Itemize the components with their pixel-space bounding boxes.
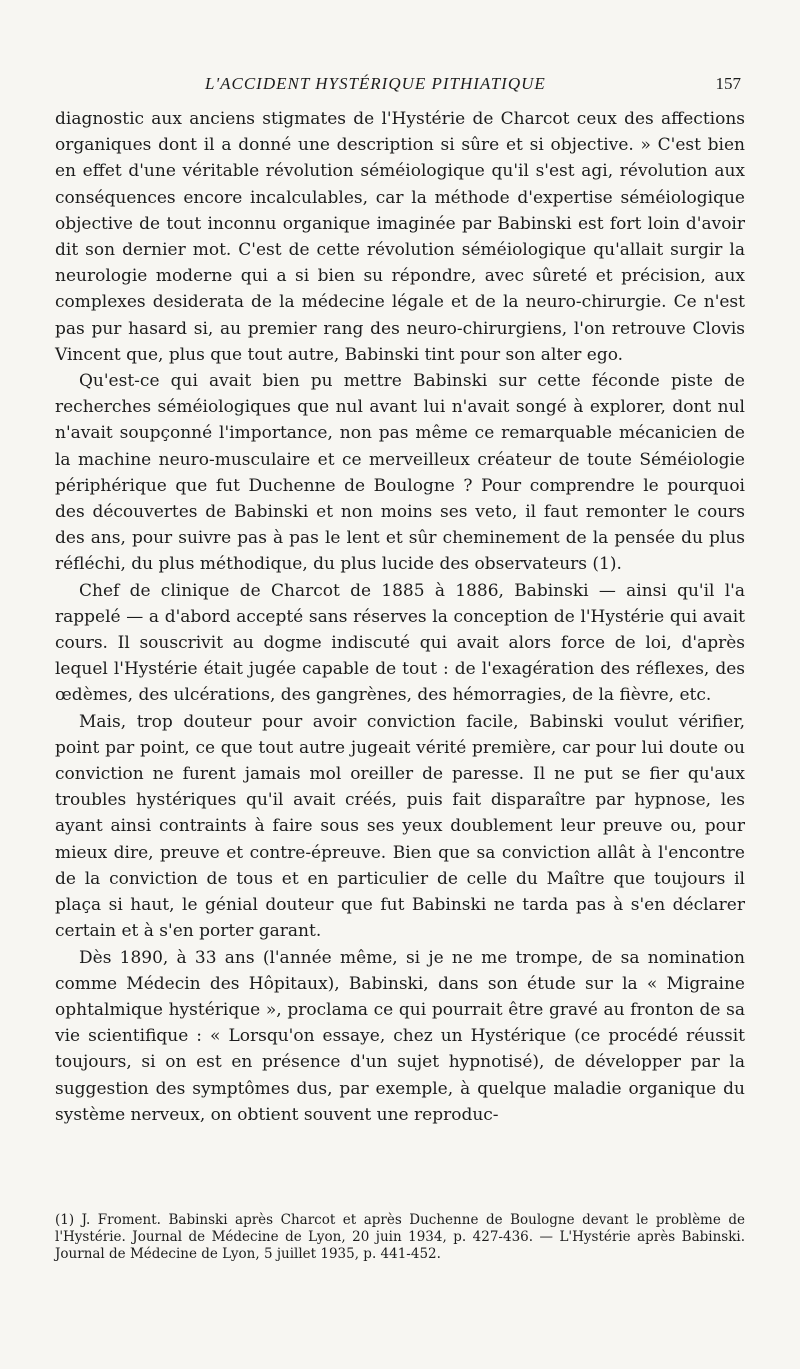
paragraph-1: diagnostic aux anciens stigmates de l'Hystérie de Charcot ceux des affections organiques dont il a donné une description si sûre et si objective. » C'est bien en effet d'une véritable révolution séméiologique qu'il s'est agi, révolution aux conséquences encore incalculables, car la méthode d'expertise séméiologique objective de tout inconnu organique imaginée par Babinski est fort loin d'avoir dit son dernier mot. C'est de cette révolution séméiologique qu'allait surgir la neurologie moderne qui a si bien su répondre, avec sûreté et précision, aux complexes desiderata de la médecine légale et de la neuro-chirurgie. Ce n'est pas pur hasard si, au premier rang des neuro-chirurgiens, l'on retrouve Clovis Vincent que, plus que tout autre, Babinski tint pour son alter ego. <box>55 109 745 365</box>
paragraph-2: Qu'est-ce qui avait bien pu mettre Babinski sur cette féconde piste de recherches séméiologiques que nul avant lui n'avait songé à explorer, dont nul n'avait soupçonné l'importance, non pas même ce remarquable mécanicien de la machine neuro-musculaire et ce merveilleux créateur de toute Séméiologie périphérique que fut Duchenne de Boulogne ? Pour comprendre le pourquoi des découvertes de Babinski et non moins ses veto, il faut remonter le cours des ans, pour suivre pas à pas le lent et sûr cheminement de la pensée du plus réfléchi, du plus méthodique, du plus lucide des observateurs (1). <box>55 371 745 575</box>
footnotes <box>55 1212 745 1263</box>
paragraph-3: Chef de clinique de Charcot de 1885 à 1886, Babinski — ainsi qu'il l'a rappelé — a d'abord accepté sans réserves la conception de l'Hystérie qui avait cours. Il souscrivit au dogme indiscuté qui avait alors force de loi, d'après lequel l'Hystérie était jugée capable de tout : de l'exagération des réflexes, des œdèmes, des ulcérations, des gangrènes, des hémorragies, de la fièvre, etc. <box>55 580 745 706</box>
paragraph-5: Dès 1890, à 33 ans (l'année même, si je ne me trompe, de sa nomination comme Médecin des Hôpitaux), Babinski, dans son étude sur la « Migraine ophtalmique hystérique », proclama ce qui pourrait être gravé au fronton de sa vie scientifique : « Lorsqu'on essaye, chez un Hystérique (ce procédé réussit toujours, si on est en présence d'un sujet hypnotisé), de développer par la suggestion des symptômes dus, par exemple, à quelque maladie organique du système nerveux, on obtient souvent une reproduc- <box>55 947 745 1125</box>
page-number: 157 <box>715 74 741 93</box>
running-head-title: L'ACCIDENT HYSTÉRIQUE PITHIATIQUE <box>205 74 546 93</box>
footnote-1: (1) J. Froment. Babinski après Charcot et après Duchenne de Boulogne devant le problème de l'Hystérie. Journal de Médecine de Lyon, 20 juin 1934, p. 427-436. — L'Hystérie après Babinski. Journal de Médecine de Lyon, 5 juillet 1935, p. 441-452. <box>55 1212 745 1262</box>
body-text <box>55 106 745 1128</box>
paragraph-4: Mais, trop douteur pour avoir conviction facile, Babinski voulut vérifier, point par point, ce que tout autre jugeait vérité première, car pour lui doute ou conviction ne furent jamais mol oreiller de paresse. Il ne put se fier qu'aux troubles hystériques qu'il avait créés, puis fait disparaître par hypnose, les ayant ainsi contraints à faire sous ses yeux doublement leur preuve ou, pour mieux dire, preuve et contre-épreuve. Bien que sa conviction allât à l'encontre de la conviction de tous et en particulier de celle du Maître que toujours il plaça si haut, le génial douteur que fut Babinski ne tarda pas à s'en déclarer certain et à s'en porter garant. <box>55 711 745 942</box>
page <box>55 68 745 1128</box>
running-head <box>55 68 745 98</box>
